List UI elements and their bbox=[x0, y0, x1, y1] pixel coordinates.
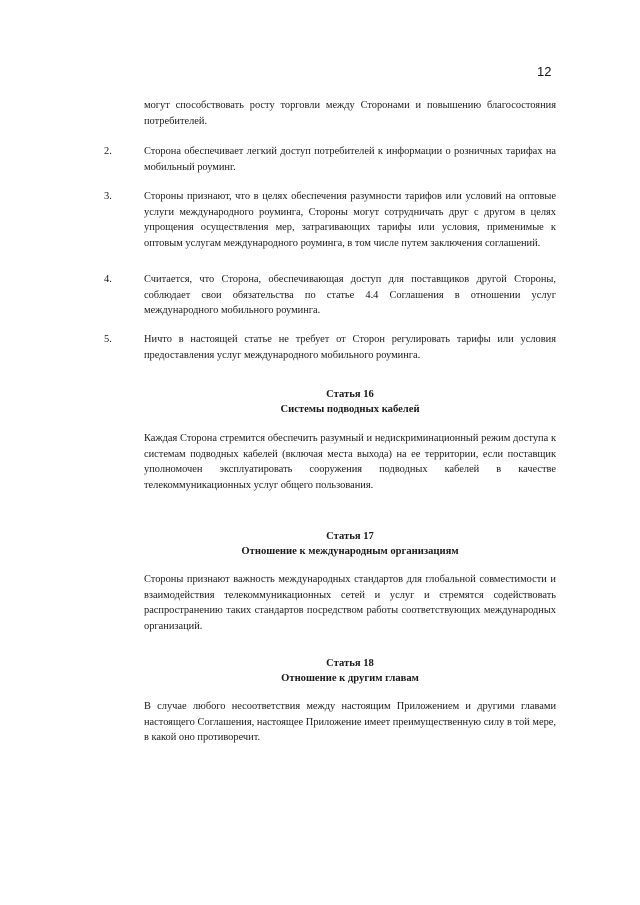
list-item-number: 2. bbox=[104, 146, 112, 157]
article-paragraph: Каждая Сторона стремится обеспечить разумный и недискриминационный режим доступа к системам подводных кабелей (включая места выхода) на ее территории, если поставщик уполномочен эксплуатировать сооружения подводных кабелей в качестве телекоммуникационных услуг общего пользования. bbox=[144, 433, 556, 491]
article-paragraph: В случае любого несоответствия между настоящим Приложением и другими главами настоящего Соглашения, настоящее Приложение имеет преимущественную силу в той мере, в какой оно противоречит. bbox=[144, 701, 556, 744]
list-item-number: 5. bbox=[104, 334, 112, 345]
list-item-text: Сторона обеспечивает легкий доступ потребителей к информации о розничных тарифах на мобильный роуминг. bbox=[144, 146, 556, 173]
article-paragraph: Стороны признают важность международных стандартов для глобальной совместимости и взаимодействия телекоммуникационных сетей и услуг и стремятся содействовать распространению таких стандартов посредством работы соответствующих международных организаций. bbox=[144, 574, 556, 632]
article-heading-title: Отношение к другим главам bbox=[281, 673, 419, 684]
article-heading-number: Статья 16 bbox=[326, 389, 374, 400]
list-item-number: 4. bbox=[104, 274, 112, 285]
list-item-text: Считается, что Сторона, обеспечивающая доступ для поставщиков другой Стороны, соблюдает свои обязательства по статье 4.4 Соглашения в отношении услуг международного мобильного роуминга. bbox=[144, 274, 556, 317]
list-item-number: 3. bbox=[104, 191, 112, 202]
article-heading-title: Системы подводных кабелей bbox=[280, 404, 420, 415]
page-number: 12 bbox=[537, 64, 552, 79]
article-heading-number: Статья 17 bbox=[326, 531, 374, 542]
list-item-text: Ничто в настоящей статье не требует от Сторон регулировать тарифы или условия предоставления услуг международного мобильного роуминга. bbox=[144, 334, 556, 361]
article-heading-number: Статья 18 bbox=[326, 658, 374, 669]
intro-paragraph: могут способствовать росту торговли между Сторонами и повышению благосостояния потребителей. bbox=[144, 100, 556, 127]
article-heading-title: Отношение к международным организациям bbox=[241, 546, 459, 557]
list-item-text: Стороны признают, что в целях обеспечения разумности тарифов или условий на оптовые услуги международного роуминга, Стороны могут сотрудничать друг с другом в целях упрощения осуществления мер, затрагивающих тарифы или условия, применимые к оптовым услугам международного роуминга, в том числе путем заключения соглашений. bbox=[144, 191, 556, 249]
